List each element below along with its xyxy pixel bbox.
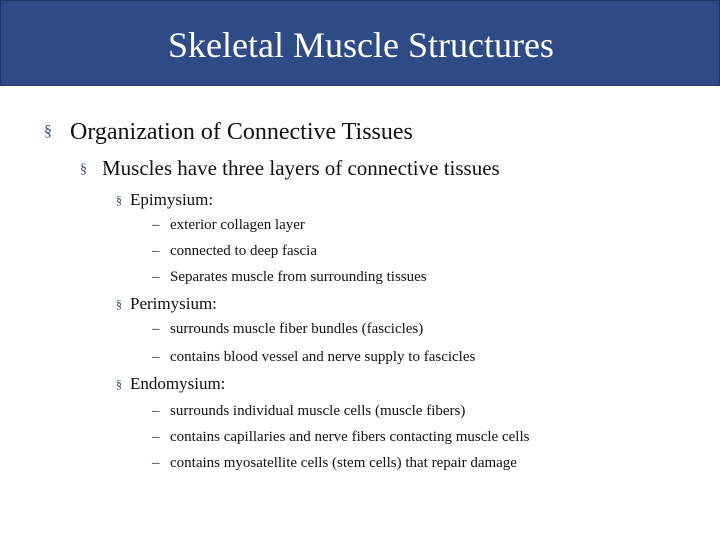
dash-bullet: – xyxy=(152,349,160,365)
list-item xyxy=(152,428,529,446)
title-bar xyxy=(0,0,720,86)
list-item-text: surrounds muscle fiber bundles (fascicles) xyxy=(170,321,424,337)
dash-bullet: – xyxy=(152,269,160,285)
list-item xyxy=(152,320,423,338)
section-bullet-icon: § xyxy=(116,193,122,207)
bullet-three-layers xyxy=(80,156,500,182)
list-item-text: surrounds individual muscle cells (muscle fibers) xyxy=(170,403,466,419)
section-bullet-icon: § xyxy=(80,162,87,177)
dash-bullet: – xyxy=(152,455,160,471)
list-item xyxy=(152,348,475,366)
dash-bullet: – xyxy=(152,217,160,233)
slide-title: Skeletal Muscle Structures xyxy=(168,25,554,65)
heading-perimysium xyxy=(116,294,217,314)
dash-bullet: – xyxy=(152,243,160,259)
list-item-text: contains blood vessel and nerve supply to fascicles xyxy=(170,349,476,365)
level2-text: Muscles have three layers of connective tissues xyxy=(102,156,500,180)
heading-endomysium xyxy=(116,374,225,394)
heading-epimysium xyxy=(116,190,213,210)
level1-text: Organization of Connective Tissues xyxy=(70,119,413,145)
heading-text: Perimysium: xyxy=(130,294,217,313)
list-item-text: contains capillaries and nerve fibers contacting muscle cells xyxy=(170,429,530,445)
list-item-text: contains myosatellite cells (stem cells) that repair damage xyxy=(170,455,517,471)
list-item-text: exterior collagen layer xyxy=(170,217,305,233)
section-bullet-icon: § xyxy=(44,123,52,140)
list-item-text: connected to deep fascia xyxy=(170,243,318,259)
section-bullet-icon: § xyxy=(116,377,122,391)
list-item xyxy=(152,268,427,286)
list-item-text: Separates muscle from surrounding tissues xyxy=(170,269,427,285)
dash-bullet: – xyxy=(152,403,160,419)
heading-text: Epimysium: xyxy=(130,190,214,209)
list-item xyxy=(152,454,517,472)
list-item xyxy=(152,242,317,260)
heading-text: Endomysium: xyxy=(130,374,226,393)
section-bullet-icon: § xyxy=(116,297,122,311)
dash-bullet: – xyxy=(152,321,160,337)
list-item xyxy=(152,216,305,234)
bullet-organization xyxy=(44,118,413,146)
list-item xyxy=(152,402,465,420)
dash-bullet: – xyxy=(152,429,160,445)
